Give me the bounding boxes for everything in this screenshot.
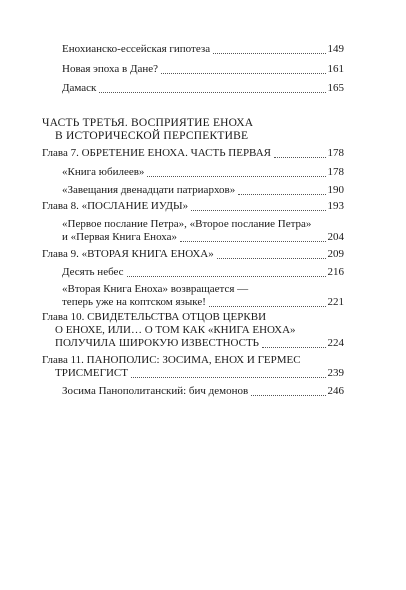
toc-entry-title: теперь уже на коптском языке! xyxy=(62,296,206,308)
leader-dots xyxy=(251,394,325,396)
toc-entry-page: 246 xyxy=(327,385,344,397)
toc-chapter[interactable] xyxy=(55,367,344,380)
toc-entry[interactable] xyxy=(62,184,344,197)
toc-chapter[interactable] xyxy=(42,147,344,160)
toc-entry[interactable] xyxy=(62,266,344,279)
toc-chapter-line: Глава 11. ПАНОПОЛИС: ЗОСИМА, ЕНОХ И ГЕРМЕС xyxy=(42,354,301,366)
toc-chapter[interactable] xyxy=(42,200,344,213)
toc-entry[interactable] xyxy=(62,231,344,244)
toc-entry-page: 204 xyxy=(327,231,344,243)
toc-entry-title: Зосима Панополитанский: бич демонов xyxy=(62,385,249,397)
leader-dots xyxy=(217,257,326,259)
leader-dots xyxy=(99,91,325,93)
toc-entry-title: Новая эпоха в Дане? xyxy=(62,63,158,75)
toc-chapter[interactable] xyxy=(55,337,344,350)
leader-dots xyxy=(209,305,326,307)
leader-dots xyxy=(213,52,325,54)
toc-entry-title: и «Первая Книга Еноха» xyxy=(62,231,178,243)
toc-entry-page: 149 xyxy=(327,43,344,55)
part-title-line: ЧАСТЬ ТРЕТЬЯ. ВОСПРИЯТИЕ ЕНОХА xyxy=(42,117,254,129)
leader-dots xyxy=(274,156,326,158)
leader-dots xyxy=(180,240,325,242)
toc-chapter-title: ПОЛУЧИЛА ШИРОКУЮ ИЗВЕСТНОСТЬ xyxy=(55,337,259,349)
leader-dots xyxy=(262,346,326,348)
leader-dots xyxy=(161,72,326,74)
toc-entry[interactable] xyxy=(62,43,344,56)
toc-entry-title: Дамаск xyxy=(62,82,97,94)
toc-entry-page: 161 xyxy=(327,63,344,75)
leader-dots xyxy=(191,209,325,211)
toc-chapter-title: Глава 9. «ВТОРАЯ КНИГА ЕНОХА» xyxy=(42,248,214,260)
toc-chapter-line: О ЕНОХЕ, ИЛИ… О ТОМ КАК «КНИГА ЕНОХА» xyxy=(55,324,296,336)
toc-chapter-title: Глава 7. ОБРЕТЕНИЕ ЕНОХА. ЧАСТЬ ПЕРВАЯ xyxy=(42,147,271,159)
toc-entry[interactable] xyxy=(62,82,344,95)
toc-entry-line: «Вторая Книга Еноха» возвращается — xyxy=(62,283,249,295)
toc-entry[interactable] xyxy=(62,385,344,398)
toc-entry-page: 178 xyxy=(327,166,344,178)
toc-entry-page: 216 xyxy=(327,266,344,278)
toc-entry-page: 209 xyxy=(327,248,344,260)
toc-entry[interactable] xyxy=(62,296,344,309)
toc-chapter[interactable] xyxy=(42,248,344,261)
toc-entry-title: «Завещания двенадцати патриархов» xyxy=(62,184,236,196)
toc-entry[interactable] xyxy=(62,166,344,179)
toc-entry-title: Енохианско-ессейская гипотеза xyxy=(62,43,211,55)
toc-entry[interactable] xyxy=(62,63,344,76)
toc-entry-page: 193 xyxy=(327,200,344,212)
toc-chapter-title: ТРИСМЕГИСТ xyxy=(55,367,128,379)
toc-entry-page: 221 xyxy=(327,296,344,308)
toc-chapter-title: Глава 8. «ПОСЛАНИЕ ИУДЫ» xyxy=(42,200,189,212)
toc-entry-line: «Первое послание Петра», «Второе послание Петра» xyxy=(62,218,312,230)
toc-entry-page: 239 xyxy=(327,367,344,379)
leader-dots xyxy=(238,193,325,195)
toc-entry-page: 165 xyxy=(327,82,344,94)
leader-dots xyxy=(127,275,326,277)
leader-dots xyxy=(147,175,325,177)
toc-entry-title: «Книга юбилеев» xyxy=(62,166,145,178)
toc-entry-page: 178 xyxy=(327,147,344,159)
toc-entry-title: Десять небес xyxy=(62,266,124,278)
toc-chapter-line: Глава 10. СВИДЕТЕЛЬСТВА ОТЦОВ ЦЕРКВИ xyxy=(42,311,267,323)
toc-entry-page: 190 xyxy=(327,184,344,196)
part-title-line: В ИСТОРИЧЕСКОЙ ПЕРСПЕКТИВЕ xyxy=(55,130,249,142)
toc-entry-page: 224 xyxy=(327,337,344,349)
leader-dots xyxy=(131,376,326,378)
